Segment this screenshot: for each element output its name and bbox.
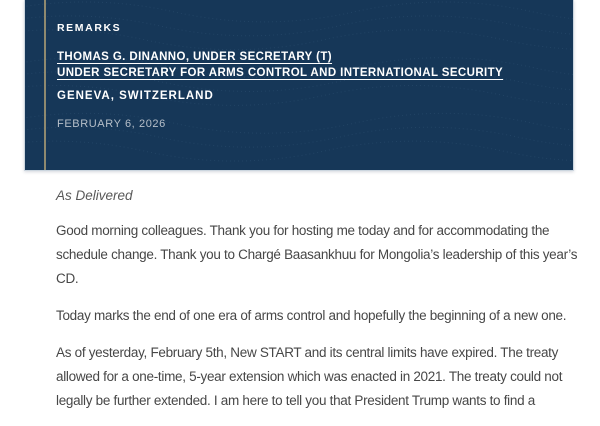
speaker-name-link[interactable]: THOMAS G. DINANNO, UNDER SECRETARY (T) xyxy=(57,51,333,63)
paragraph-1: Good morning colleagues. Thank you for hosting me today and for accommodating the schedule change. Thank you to Chargé Baasankhuu for Mongolia’s leadership of this year’s CD. xyxy=(56,223,578,286)
speaker-links xyxy=(57,49,549,81)
location-text: GENEVA, SWITZERLAND xyxy=(57,90,214,102)
remarks-body xyxy=(56,188,596,426)
date-text: FEBRUARY 6, 2026 xyxy=(57,118,166,130)
speaker-office-link[interactable]: UNDER SECRETARY FOR ARMS CONTROL AND INTERNATIONAL SECURITY xyxy=(57,67,504,79)
delivery-note: As Delivered xyxy=(56,188,133,203)
remarks-eyebrow: REMARKS xyxy=(57,22,122,34)
paragraph-2: Today marks the end of one era of arms control and hopefully the beginning of a new one. xyxy=(56,308,567,323)
paragraph-3: As of yesterday, February 5th, New START and its central limits have expired. The treaty allowed for a one-time, 5-year extension which was enacted in 2021. The treaty could not legally be further extended. I am here to tell you that President Trump wants to find a xyxy=(56,345,563,408)
hero-banner xyxy=(24,0,574,171)
